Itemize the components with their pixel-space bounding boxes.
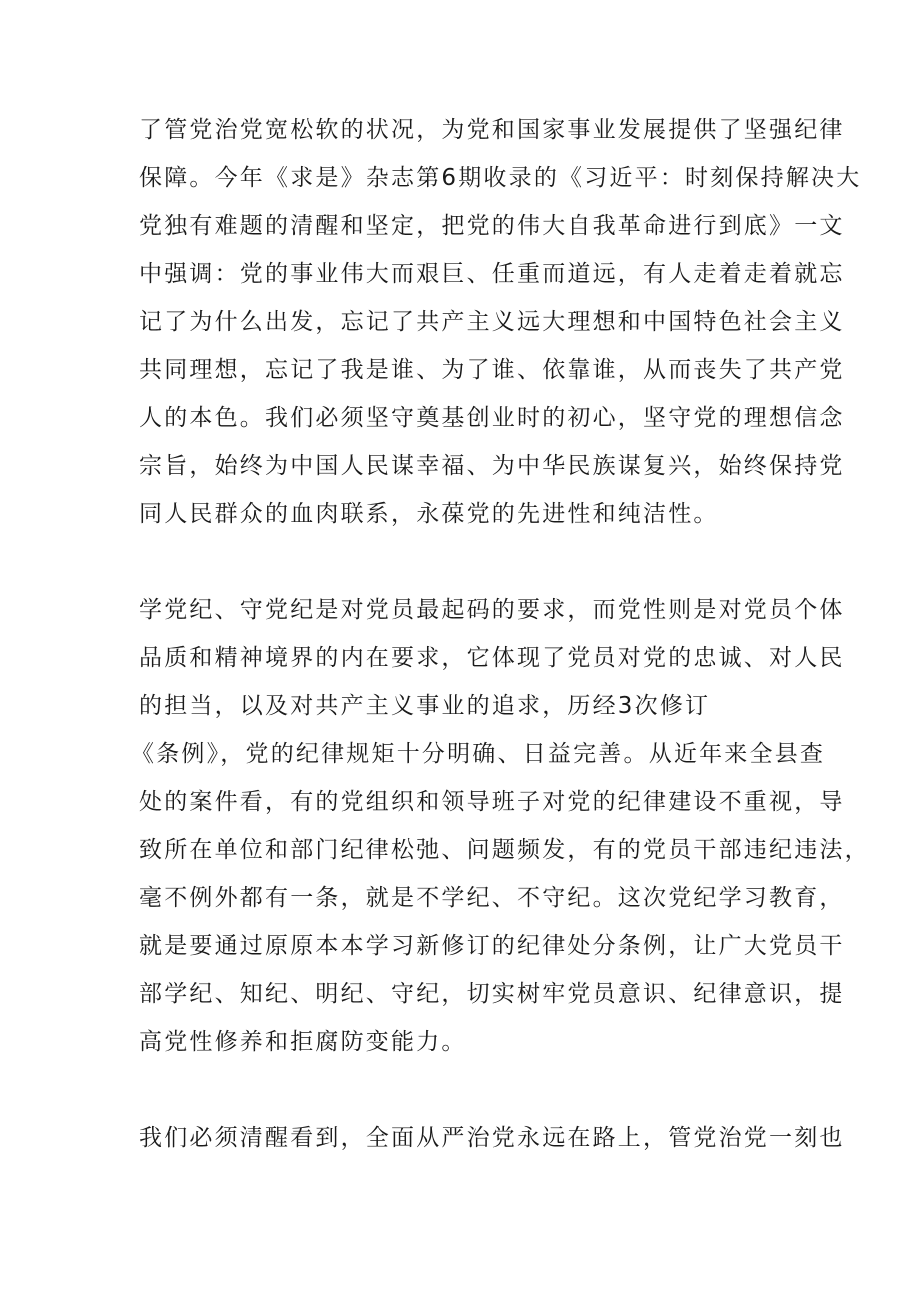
- text-line: 记了为什么出发，忘记了共产主义远大理想和中国特色社会主义: [139, 309, 845, 335]
- text-line: 保障。今年《求是》杂志第6期收录的《习近平：时刻保持解决大: [139, 165, 862, 191]
- text-line: 党独有难题的清醒和坚定，把党的伟大自我革命进行到底》一文: [139, 213, 845, 239]
- text-line: 就是要通过原原本本学习新修订的纪律处分条例，让广大党员干: [139, 933, 845, 959]
- text-line: 毫不例外都有一条，就是不学纪、不守纪。这次党纪学习教育，: [139, 885, 845, 911]
- text-line: 我们必须清醒看到，全面从严治党永远在路上，管党治党一刻也: [139, 1125, 845, 1151]
- text-line: 处的案件看，有的党组织和领导班子对党的纪律建设不重视，导: [139, 789, 845, 815]
- text-line: 致所在单位和部门纪律松弛、问题频发，有的党员干部违纪违法，: [139, 837, 870, 863]
- text-line: 了管党治党宽松软的状况，为党和国家事业发展提供了坚强纪律: [139, 117, 845, 143]
- text-line: 学党纪、守党纪是对党员最起码的要求，而党性则是对党员个体: [139, 597, 845, 623]
- text-line: 部学纪、知纪、明纪、守纪，切实树牢党员意识、纪律意识，提: [139, 981, 845, 1007]
- text-line: 共同理想，忘记了我是谁、为了谁、依靠谁，从而丧失了共产党: [139, 357, 845, 383]
- text-line: 《条例》，党的纪律规矩十分明确、日益完善。从近年来全县查: [131, 741, 826, 767]
- text-line: 品质和精神境界的内在要求，它体现了党员对党的忠诚、对人民: [139, 645, 845, 671]
- text-line: 人的本色。我们必须坚守奠基创业时的初心，坚守党的理想信念: [139, 405, 845, 431]
- text-line: 宗旨，始终为中国人民谋幸福、为中华民族谋复兴，始终保持党: [139, 453, 845, 479]
- text-line: 高党性修养和拒腐防变能力。: [139, 1029, 467, 1055]
- text-line: 中强调：党的事业伟大而艰巨、任重而道远，有人走着走着就忘: [139, 261, 845, 287]
- text-line: 的担当，以及对共产主义事业的追求，历经3次修订: [139, 693, 711, 719]
- text-line: 同人民群众的血肉联系，永葆党的先进性和纯洁性。: [139, 501, 719, 527]
